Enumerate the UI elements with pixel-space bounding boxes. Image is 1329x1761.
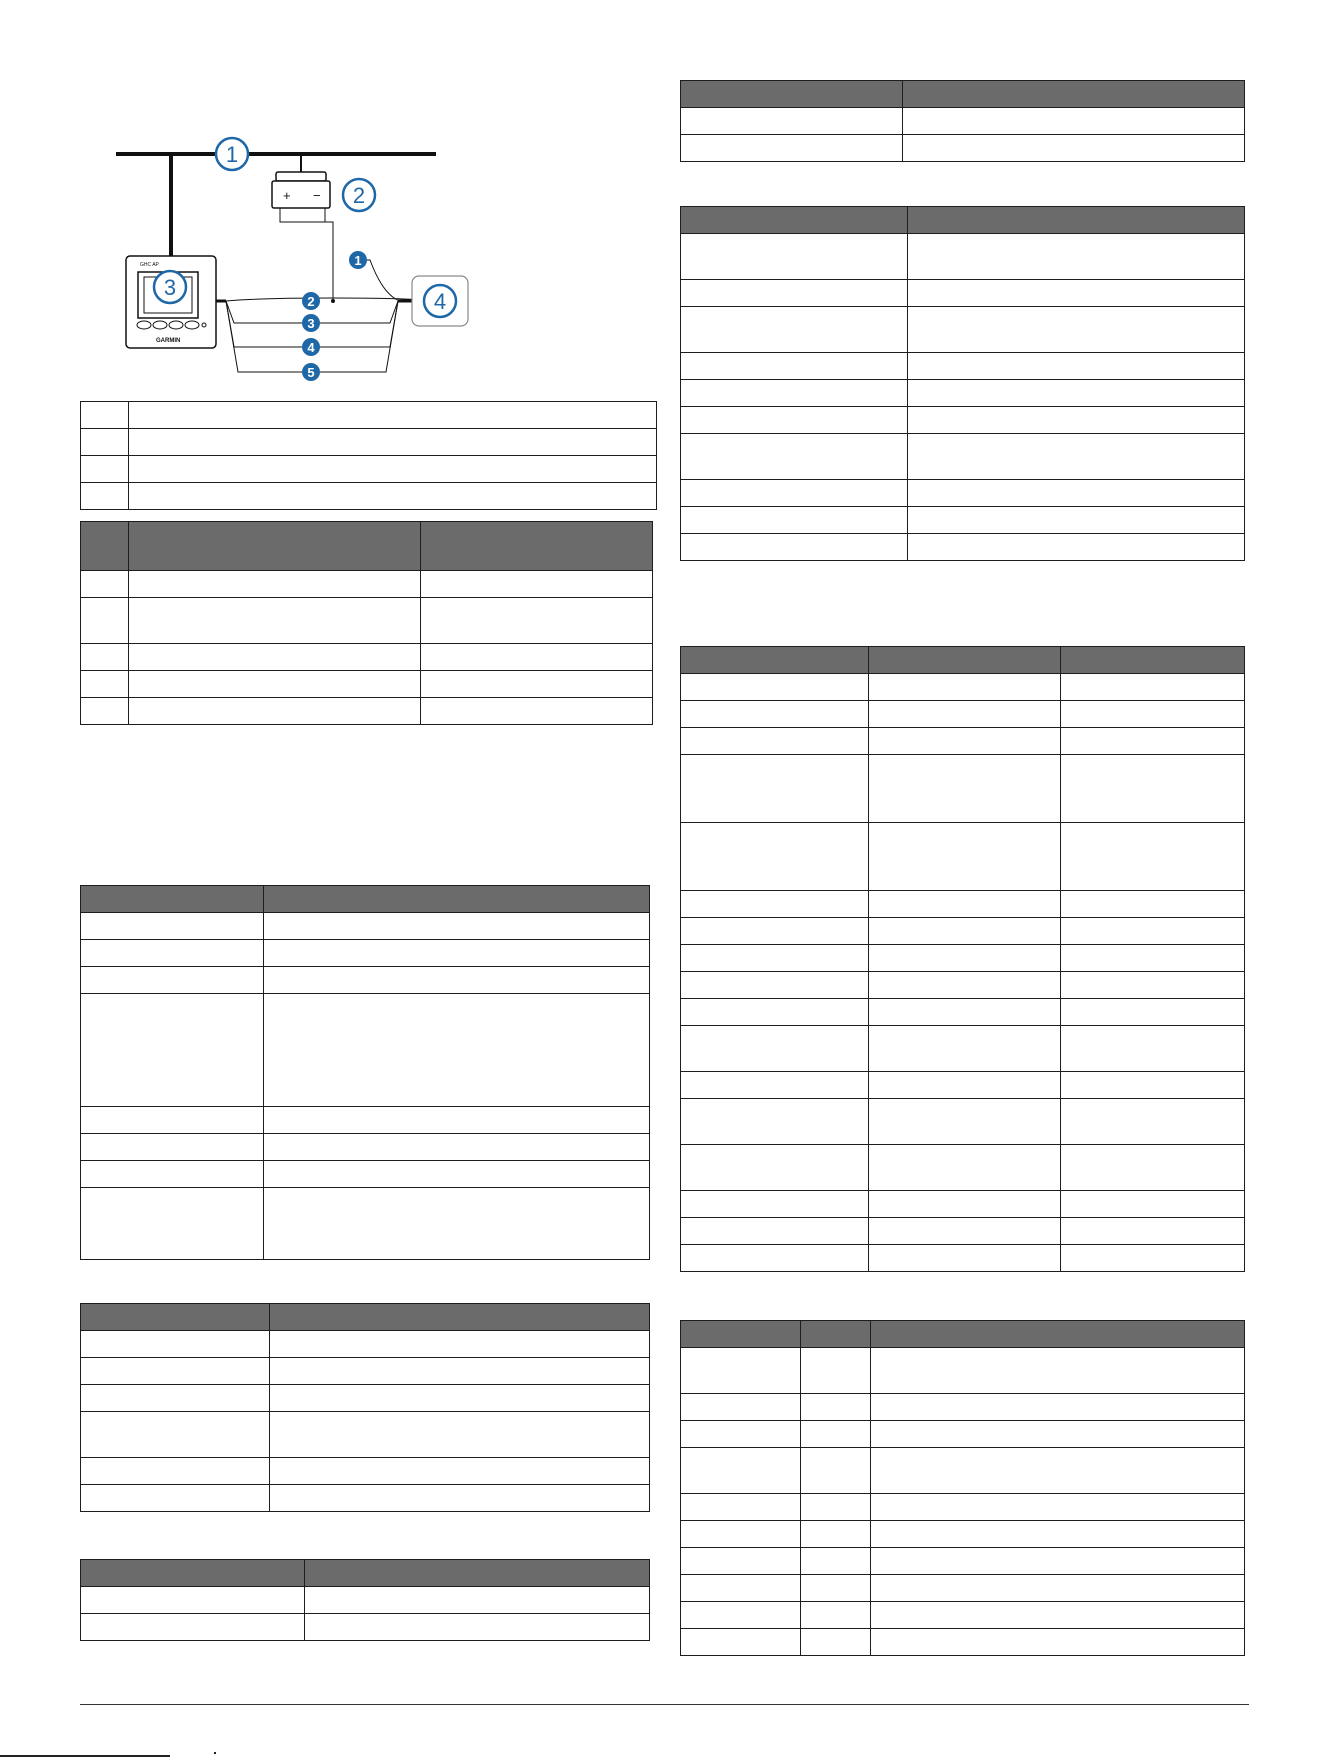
table-row [681,353,1245,380]
table-header-row [81,886,650,913]
table-cell [81,913,264,940]
table-cell [264,994,650,1107]
table-cell [681,1348,801,1394]
table-header-cell [270,1304,650,1331]
table-row [681,1575,1245,1602]
table-cell [801,1548,871,1575]
table-cell [869,1072,1061,1099]
table-cell [1061,674,1245,701]
table-cell [869,674,1061,701]
wire-callout-5-icon [302,363,320,381]
table-header-cell [81,886,264,913]
table-cell [869,1145,1061,1191]
spec-table-right-2 [680,206,1245,561]
table-cell [81,1134,264,1161]
table-cell [1061,1218,1245,1245]
table-header-cell [264,886,650,913]
table-cell [908,353,1245,380]
table-cell [681,1191,869,1218]
table-cell [681,945,869,972]
table-cell [869,918,1061,945]
table-cell [871,1348,1245,1394]
wire-callout-4-icon [302,338,320,356]
table-header-cell [903,81,1245,108]
table-row [81,1188,650,1260]
wiring-diagram [108,120,498,392]
table-cell [681,1394,801,1421]
table-cell [681,674,869,701]
table-row [681,135,1245,162]
table-row [681,108,1245,135]
svg-text:1: 1 [354,253,362,268]
table-cell [81,402,129,429]
table-header-cell [869,647,1061,674]
svg-text:1: 1 [225,142,239,167]
table-row [681,1448,1245,1494]
table-cell [681,1421,801,1448]
table-header-row [681,1321,1245,1348]
table-cell [681,1448,801,1494]
table-cell [681,918,869,945]
table-cell [871,1602,1245,1629]
table-cell [270,1331,650,1358]
table-cell [81,1358,270,1385]
table-row [681,380,1245,407]
table-row [681,234,1245,280]
table-row [81,671,653,698]
battery [272,172,330,208]
table-cell [264,1188,650,1260]
table-cell [81,456,129,483]
table-row [81,698,653,725]
table-row [681,407,1245,434]
table-row [81,967,650,994]
table-cell [801,1575,871,1602]
table-header-row [681,81,1245,108]
table-cell [81,1385,270,1412]
table-cell [129,483,657,510]
svg-text:4: 4 [433,289,447,314]
table-cell [129,671,421,698]
table-row [681,307,1245,353]
table-cell [1061,823,1245,891]
svg-text:5: 5 [307,365,315,380]
table-cell [81,698,129,725]
table-cell [1061,1099,1245,1145]
table-cell [681,108,903,135]
table-row [81,1107,650,1134]
table-row [81,913,650,940]
table-cell [869,1245,1061,1272]
svg-text:4: 4 [307,340,315,355]
table-row [681,480,1245,507]
table-cell [264,913,650,940]
battery-minus-label: − [313,188,321,203]
table-cell [869,1099,1061,1145]
wire-callout-3-icon [302,314,320,332]
table-cell [1061,728,1245,755]
table-row [81,429,657,456]
table-row [681,945,1245,972]
table-cell [681,1245,869,1272]
table-cell [81,994,264,1107]
table-cell [801,1521,871,1548]
table-cell [681,891,869,918]
table-cell [270,1358,650,1385]
table-row [81,1385,650,1412]
table-row [681,918,1245,945]
table-header-cell [1061,647,1245,674]
table-row [681,1348,1245,1394]
table-cell [869,945,1061,972]
table-cell [801,1448,871,1494]
table-row [681,755,1245,823]
table-header-cell [681,1321,801,1348]
table-cell [1061,701,1245,728]
table-cell [801,1394,871,1421]
table-cell [871,1494,1245,1521]
scan-dot [214,1752,216,1754]
table-cell [681,280,908,307]
table-cell [264,967,650,994]
table-row [81,994,650,1107]
spec-table-left-3 [80,1559,650,1641]
table-row [681,1629,1245,1656]
table-cell [681,434,908,480]
table-cell [869,755,1061,823]
table-row [81,1485,650,1512]
table-cell [1061,918,1245,945]
table-cell [81,967,264,994]
table-row [681,1602,1245,1629]
table-header-cell [305,1560,650,1587]
table-header-row [681,207,1245,234]
table-row [81,598,653,644]
table-cell [681,353,908,380]
table-cell [264,1134,650,1161]
table-cell [908,234,1245,280]
table-header-row [81,1304,650,1331]
table-row [681,434,1245,480]
table-cell [81,1587,305,1614]
table-row [81,1614,650,1641]
table-cell [129,571,421,598]
table-cell [903,108,1245,135]
table-row [681,534,1245,561]
table-cell [1061,1245,1245,1272]
table-row [81,1331,650,1358]
table-row [681,701,1245,728]
table-row [681,972,1245,999]
table-cell [81,1188,264,1260]
table-cell [681,1218,869,1245]
spec-table-left-1 [80,885,650,1260]
device-brand-label: GARMIN [156,338,181,344]
table-row [81,644,653,671]
table-cell [871,1394,1245,1421]
table-cell [81,598,129,644]
table-header-cell [681,207,908,234]
table-cell [305,1587,650,1614]
table-cell [1061,1145,1245,1191]
svg-text:3: 3 [163,275,177,300]
wire-callout-2-icon [302,292,320,310]
table-cell [81,1485,270,1512]
table-cell [869,891,1061,918]
table-row [681,1099,1245,1145]
table-cell [681,701,869,728]
table-cell [264,940,650,967]
table-row [681,1548,1245,1575]
table-row [81,571,653,598]
table-row [681,507,1245,534]
table-row [681,674,1245,701]
message-table [680,646,1245,1272]
table-cell [129,402,657,429]
table-cell [81,483,129,510]
table-cell [908,280,1245,307]
table-cell [421,644,653,671]
table-cell [681,1099,869,1145]
table-cell [270,1412,650,1458]
pgn-table [680,1320,1245,1656]
table-cell [681,234,908,280]
table-cell [81,1458,270,1485]
table-row [681,1494,1245,1521]
table-cell [871,1421,1245,1448]
table-cell [869,823,1061,891]
table-cell [421,598,653,644]
table-row [81,1458,650,1485]
table-cell [81,1614,305,1641]
table-cell [869,728,1061,755]
table-cell [908,507,1245,534]
table-cell [81,429,129,456]
svg-text:2: 2 [352,183,366,208]
table-cell [81,1161,264,1188]
table-row [681,728,1245,755]
table-cell [81,571,129,598]
table-cell [869,701,1061,728]
table-row [81,402,657,429]
table-cell [871,1548,1245,1575]
table-cell [305,1614,650,1641]
table-header-cell [81,1560,305,1587]
table-cell [681,507,908,534]
callout-1-icon [216,138,248,170]
table-cell [681,135,903,162]
table-cell [129,698,421,725]
table-header-cell [801,1321,871,1348]
battery-plus-label: + [283,188,291,203]
table-cell [681,1629,801,1656]
table-cell [681,1494,801,1521]
table-cell [908,380,1245,407]
table-cell [681,1548,801,1575]
table-row [81,1134,650,1161]
table-cell [129,598,421,644]
table-cell [681,755,869,823]
table-cell [81,1412,270,1458]
table-cell [869,1191,1061,1218]
table-cell [1061,1191,1245,1218]
table-cell [129,456,657,483]
table-row [81,1358,650,1385]
table-cell [871,1521,1245,1548]
table-cell [264,1107,650,1134]
table-row [81,1587,650,1614]
device-model-label: GHC AP [140,262,159,268]
callout-3-icon [154,271,186,303]
table-row [681,1072,1245,1099]
table-header-cell [908,207,1245,234]
callout-4-icon [424,285,456,317]
table-header-cell [81,522,129,571]
table-cell [871,1448,1245,1494]
svg-text:2: 2 [307,294,315,309]
table-cell [869,999,1061,1026]
table-cell [81,644,129,671]
spec-table-right-1 [680,80,1245,162]
table-cell [264,1161,650,1188]
table-cell [1061,891,1245,918]
callout-legend-table [80,401,657,510]
table-cell [903,135,1245,162]
table-row [681,1145,1245,1191]
table-row [81,483,657,510]
table-header-cell [871,1321,1245,1348]
table-cell [681,1575,801,1602]
table-cell [801,1629,871,1656]
table-cell [681,1026,869,1072]
table-cell [908,434,1245,480]
table-cell [681,1145,869,1191]
table-cell [681,1602,801,1629]
table-cell [681,972,869,999]
table-header-cell [129,522,421,571]
table-cell [908,480,1245,507]
table-cell [869,1026,1061,1072]
table-cell [871,1629,1245,1656]
table-cell [908,307,1245,353]
table-cell [801,1602,871,1629]
table-cell [681,380,908,407]
table-cell [681,1072,869,1099]
table-cell [871,1575,1245,1602]
table-cell [129,644,421,671]
table-row [681,280,1245,307]
table-header-row [81,1560,650,1587]
table-row [81,456,657,483]
table-cell [681,407,908,434]
table-row [681,823,1245,891]
table-cell [681,999,869,1026]
table-cell [270,1385,650,1412]
table-header-cell [421,522,653,571]
wire-callout-1-icon [349,251,367,269]
table-cell [270,1485,650,1512]
table-cell [1061,1026,1245,1072]
table-cell [681,1521,801,1548]
table-header-cell [81,1304,270,1331]
table-header-cell [681,647,869,674]
table-cell [869,1218,1061,1245]
table-row [681,1218,1245,1245]
table-cell [1061,999,1245,1026]
table-cell [681,534,908,561]
table-cell [1061,945,1245,972]
table-row [681,1191,1245,1218]
table-row [681,891,1245,918]
table-cell [1061,972,1245,999]
footer-rule [80,1704,1249,1705]
table-cell [81,671,129,698]
table-cell [421,671,653,698]
table-row [81,940,650,967]
table-cell [421,571,653,598]
table-cell [81,1107,264,1134]
table-row [681,999,1245,1026]
table-cell [908,407,1245,434]
table-cell [1061,755,1245,823]
table-cell [681,307,908,353]
table-row [681,1245,1245,1272]
table-row [81,1161,650,1188]
callout-2-icon [343,179,375,211]
table-cell [1061,1072,1245,1099]
table-row [681,1521,1245,1548]
table-row [681,1421,1245,1448]
table-header-row [681,647,1245,674]
table-cell [801,1421,871,1448]
table-cell [681,480,908,507]
table-cell [81,1331,270,1358]
table-cell [129,429,657,456]
table-row [81,1412,650,1458]
table-header-cell [681,81,903,108]
table-row [681,1026,1245,1072]
scan-edge [0,1755,170,1757]
spec-table-left-2 [80,1303,650,1512]
table-cell [801,1348,871,1394]
table-row [681,1394,1245,1421]
table-cell [869,972,1061,999]
table-cell [81,940,264,967]
table-cell [801,1494,871,1521]
table-cell [681,823,869,891]
table-cell [681,728,869,755]
svg-text:3: 3 [307,316,315,331]
wire-connection-table [80,521,653,725]
table-cell [908,534,1245,561]
table-cell [270,1458,650,1485]
table-header-row [81,522,653,571]
table-cell [421,698,653,725]
